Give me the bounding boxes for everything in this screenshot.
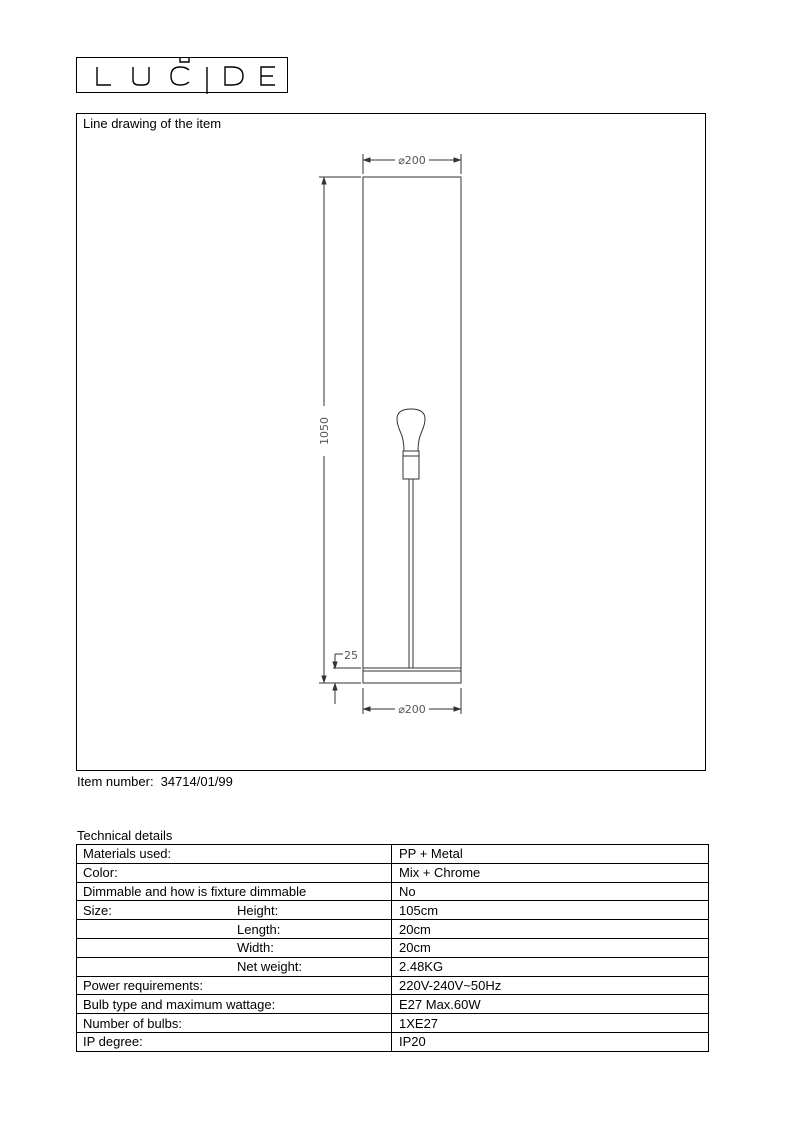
spec-label: Materials used: xyxy=(77,845,392,864)
spec-value: No xyxy=(392,882,709,901)
spec-label: Bulb type and maximum wattage: xyxy=(77,995,392,1014)
spec-sublabel: Height: xyxy=(237,902,279,918)
technical-details-table xyxy=(76,844,709,1052)
spec-label-width xyxy=(77,938,392,957)
spec-label: Size: xyxy=(83,902,112,918)
spec-value: Mix + Chrome xyxy=(392,863,709,882)
spec-sublabel: Length: xyxy=(237,921,281,937)
spec-value: 1XE27 xyxy=(392,1014,709,1033)
table-row xyxy=(77,938,709,957)
spec-value: 105cm xyxy=(392,901,709,920)
table-row xyxy=(77,1032,709,1051)
spec-value: PP + Metal xyxy=(392,845,709,864)
lamp-bulb xyxy=(397,409,425,451)
dim-bottom-diameter: ⌀200 xyxy=(398,703,426,716)
spec-value: 220V-240V~50Hz xyxy=(392,976,709,995)
table-row xyxy=(77,901,709,920)
table-row xyxy=(77,863,709,882)
spec-label: Color: xyxy=(77,863,392,882)
item-number xyxy=(77,774,233,789)
spec-sublabel: Width: xyxy=(237,940,274,956)
spec-sublabel: Net weight: xyxy=(237,959,303,975)
dim-height: 1050 xyxy=(318,417,331,445)
table-row xyxy=(77,976,709,995)
spec-label: Number of bulbs: xyxy=(77,1014,392,1033)
item-number-value: 34714/01/99 xyxy=(160,774,233,789)
technical-details-title: Technical details xyxy=(77,828,173,843)
spec-label: Dimmable and how is fixture dimmable xyxy=(77,882,392,901)
spec-value: IP20 xyxy=(392,1032,709,1051)
table-row xyxy=(77,957,709,976)
spec-value: 2.48KG xyxy=(392,957,709,976)
spec-value: 20cm xyxy=(392,920,709,939)
table-row xyxy=(77,845,709,864)
table-row xyxy=(77,882,709,901)
brand-logo xyxy=(76,57,288,93)
spec-label-length xyxy=(77,920,392,939)
spec-label-size xyxy=(77,901,392,920)
spec-value: 20cm xyxy=(392,938,709,957)
line-drawing-panel xyxy=(76,113,706,771)
spec-value: E27 Max.60W xyxy=(392,995,709,1014)
lucide-logo-mark xyxy=(77,58,289,94)
lamp-shade-outline xyxy=(363,177,461,683)
table-row xyxy=(77,995,709,1014)
table-row xyxy=(77,1014,709,1033)
item-number-label: Item number: xyxy=(77,774,154,789)
spec-label: IP degree: xyxy=(77,1032,392,1051)
table-row xyxy=(77,920,709,939)
drawing-caption: Line drawing of the item xyxy=(83,116,222,131)
dim-top-diameter: ⌀200 xyxy=(398,154,426,167)
lamp-line-drawing xyxy=(77,114,707,772)
dim-base-height: 25 xyxy=(344,649,358,662)
spec-label-weight xyxy=(77,957,392,976)
lamp-socket xyxy=(403,451,419,479)
spec-label: Power requirements: xyxy=(77,976,392,995)
